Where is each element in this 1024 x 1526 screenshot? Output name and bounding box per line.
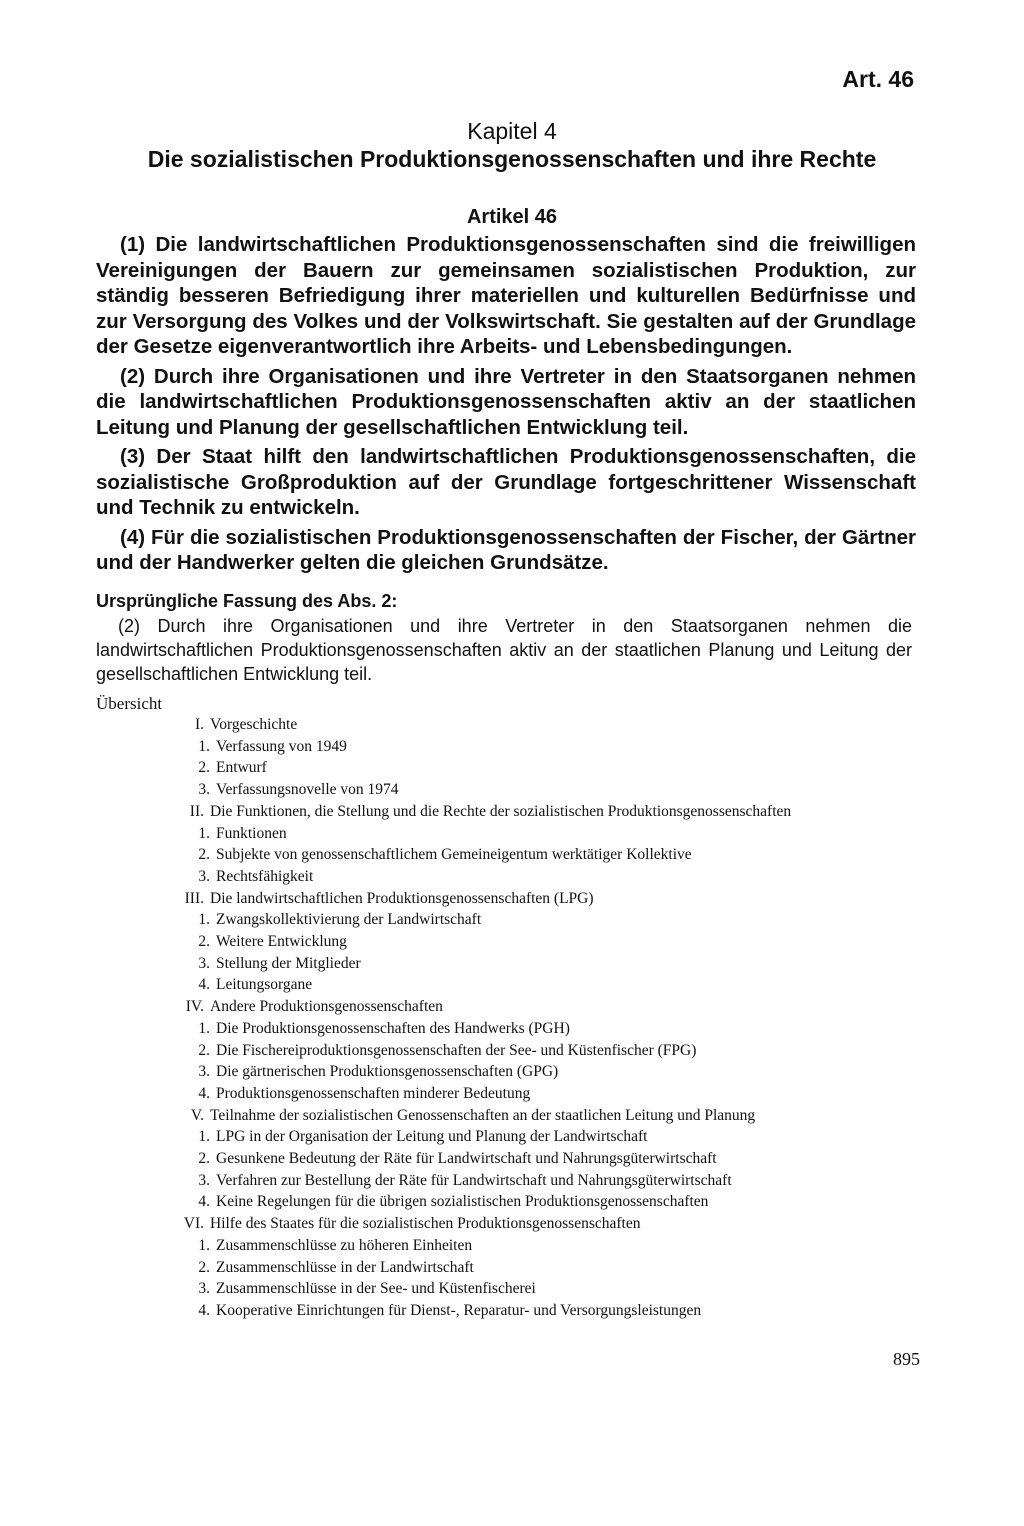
- subsection-title: Funktionen: [216, 824, 287, 842]
- subsection-number: 4.: [198, 1084, 210, 1102]
- section-title: Vorgeschichte: [210, 716, 298, 733]
- paragraph-1: (1) Die landwirtschaftlichen Produktionsgenossenschaften sind die freiwilligen Vereinigungen der Bauern zur gemeinsamen sozialistischen Produktion, zur ständig besseren Befriedigung ihrer materiellen und kulturellen Bedürfnisse und zur Versorgung des Volkes und der Volkswirtschaft. Sie gestalten auf der Grundlage der Gesetze eigenverantwortlich ihre Arbeits- und Lebensbedingungen.: [96, 233, 916, 358]
- overview-subsection: [170, 931, 890, 953]
- overview-subsection: [170, 1083, 890, 1105]
- subsection-number: 1.: [198, 911, 210, 929]
- overview-section: [170, 801, 890, 823]
- subsection-title: Entwurf: [216, 759, 267, 777]
- paragraph-4: (4) Für die sozialistischen Produktionsgenossenschaften der Fischer, der Gärtner und der Handwerker gelten die gleichen Grundsätze.: [96, 525, 916, 574]
- overview-subsection: [170, 953, 890, 975]
- subsection-title: Zusammenschlüsse zu höheren Einheiten: [216, 1236, 473, 1254]
- section-title: Teilnahme der sozialistischen Genossenschaften an der staatlichen Leitung und Planung: [210, 1106, 756, 1124]
- overview-subsection: [170, 1018, 890, 1040]
- subsection-number: 1.: [198, 737, 210, 755]
- chapter-title: Die sozialistischen Produktionsgenossenschaften und ihre Rechte: [147, 146, 877, 172]
- section-title: Die Funktionen, die Stellung und die Rechte der sozialistischen Produktionsgenossenschaften: [210, 802, 792, 820]
- overview-subsection: [170, 1300, 890, 1322]
- overview-subsection: [170, 844, 890, 866]
- subsection-title: Verfahren zur Bestellung der Räte für Landwirtschaft und Nahrungsgüterwirtschaft: [216, 1171, 732, 1189]
- overview-subsection: [170, 1061, 890, 1083]
- subsection-title: Zwangskollektivierung der Landwirtschaft: [216, 911, 482, 929]
- subsection-title: Die gärtnerischen Produktionsgenossenschaften (GPG): [216, 1063, 559, 1081]
- overview-label: Übersicht: [96, 694, 163, 713]
- subsection-number: 3.: [198, 1280, 210, 1298]
- subsection-title: Kooperative Einrichtungen für Dienst-, Reparatur- und Versorgungsleistungen: [216, 1301, 702, 1319]
- subsection-number: 2.: [198, 1150, 210, 1168]
- subsection-number: 3.: [198, 1171, 210, 1189]
- subsection-title: Rechtsfähigkeit: [216, 867, 314, 885]
- subsection-number: 2.: [198, 1258, 210, 1276]
- overview-subsection: [170, 1191, 890, 1213]
- subsection-title: Verfassungsnovelle von 1974: [216, 781, 399, 799]
- subsection-number: 1.: [198, 1128, 210, 1146]
- overview-subsection: [170, 1278, 890, 1300]
- subsection-title: Keine Regelungen für die übrigen sozialistischen Produktionsgenossenschaften: [216, 1193, 709, 1211]
- subsection-number: 3.: [198, 1063, 210, 1081]
- section-number: VI.: [183, 1215, 204, 1233]
- overview-subsection: [170, 1257, 890, 1279]
- subsection-number: 1.: [198, 1236, 210, 1254]
- overview-subsection: [170, 909, 890, 931]
- overview-subsection: [170, 974, 890, 996]
- subsection-title: Die Fischereiproduktionsgenossenschaften der See- und Küstenfischer (FPG): [216, 1041, 697, 1059]
- subsection-title: Stellung der Mitglieder: [216, 954, 361, 972]
- overview-section: [170, 996, 890, 1018]
- subsection-number: 2.: [198, 1041, 210, 1059]
- original-version-text: (2) Durch ihre Organisationen und ihre Vertreter in den Staatsorganen nehmen die landwirtschaftlichen Produktionsgenossenschaften aktiv an der staatlichen Planung und Leitung der gesellschaftlichen Entwicklung teil.: [96, 616, 912, 684]
- overview-subsection: [170, 1235, 890, 1257]
- article-paragraphs: [96, 232, 916, 580]
- overview-section: [170, 1213, 890, 1235]
- paragraph-2: (2) Durch ihre Organisationen und ihre Vertreter in den Staatsorganen nehmen die landwirtschaftlichen Produktionsgenossenschaften aktiv an der staatlichen Leitung und Planung der gesellschaftlichen Entwicklung teil.: [96, 364, 916, 439]
- overview-subsection: [170, 1040, 890, 1062]
- overview-outline: [170, 714, 890, 1322]
- section-title: Hilfe des Staates für die sozialistischen Produktionsgenossenschaften: [210, 1215, 641, 1233]
- paragraph-3: (3) Der Staat hilft den landwirtschaftlichen Produktionsgenossenschaften, die sozialistische Großproduktion auf der Grundlage fortgeschrittener Wissenschaft und Technik zu entwickeln.: [96, 445, 916, 519]
- original-version-heading: Ursprüngliche Fassung des Abs. 2:: [96, 591, 398, 611]
- section-number: I.: [194, 716, 204, 733]
- section-number: II.: [189, 802, 204, 820]
- subsection-title: Verfassung von 1949: [216, 737, 347, 755]
- overview-section: [170, 888, 890, 910]
- overview-subsection: [170, 779, 890, 801]
- overview-section: [170, 714, 890, 736]
- section-number: III.: [184, 889, 204, 907]
- subsection-number: 2.: [198, 759, 210, 777]
- subsection-title: LPG in der Organisation der Leitung und Planung der Landwirtschaft: [216, 1128, 648, 1146]
- subsection-number: 3.: [198, 954, 210, 972]
- subsection-number: 2.: [198, 933, 210, 951]
- subsection-number: 4.: [198, 1193, 210, 1211]
- subsection-title: Die Produktionsgenossenschaften des Handwerks (PGH): [216, 1019, 570, 1037]
- section-title: Die landwirtschaftlichen Produktionsgenossenschaften (LPG): [210, 889, 594, 907]
- overview-subsection: [170, 1148, 890, 1170]
- chapter-label: Kapitel 4: [467, 118, 557, 144]
- subsection-title: Produktionsgenossenschaften minderer Bedeutung: [216, 1084, 531, 1102]
- overview-subsection: [170, 866, 890, 888]
- subsection-number: 1.: [198, 824, 210, 842]
- subsection-title: Weitere Entwicklung: [216, 933, 347, 951]
- subsection-title: Zusammenschlüsse in der Landwirtschaft: [216, 1258, 474, 1276]
- section-number: V.: [190, 1106, 204, 1124]
- overview-section: [170, 1105, 890, 1127]
- overview-subsection: [170, 757, 890, 779]
- overview-subsection: [170, 1126, 890, 1148]
- subsection-number: 4.: [198, 976, 210, 994]
- subsection-number: 4.: [198, 1301, 210, 1319]
- subsection-title: Gesunkene Bedeutung der Räte für Landwirtschaft und Nahrungsgüterwirtschaft: [216, 1150, 717, 1168]
- subsection-title: Zusammenschlüsse in der See- und Küstenfischerei: [216, 1280, 536, 1298]
- subsection-number: 3.: [198, 867, 210, 885]
- subsection-number: 2.: [198, 846, 210, 864]
- section-title: Andere Produktionsgenossenschaften: [210, 998, 443, 1016]
- article-marker: Art. 46: [842, 66, 914, 92]
- subsection-title: Leitungsorgane: [216, 976, 313, 994]
- page-number: 895: [893, 1349, 920, 1369]
- overview-subsection: [170, 736, 890, 758]
- overview-subsection: [170, 823, 890, 845]
- subsection-title: Subjekte von genossenschaftlichem Gemeineigentum werktätiger Kollektive: [216, 846, 692, 864]
- subsection-number: 1.: [198, 1019, 210, 1037]
- subsection-number: 3.: [198, 781, 210, 799]
- section-number: IV.: [185, 998, 204, 1016]
- overview-subsection: [170, 1170, 890, 1192]
- article-heading: Artikel 46: [466, 206, 558, 228]
